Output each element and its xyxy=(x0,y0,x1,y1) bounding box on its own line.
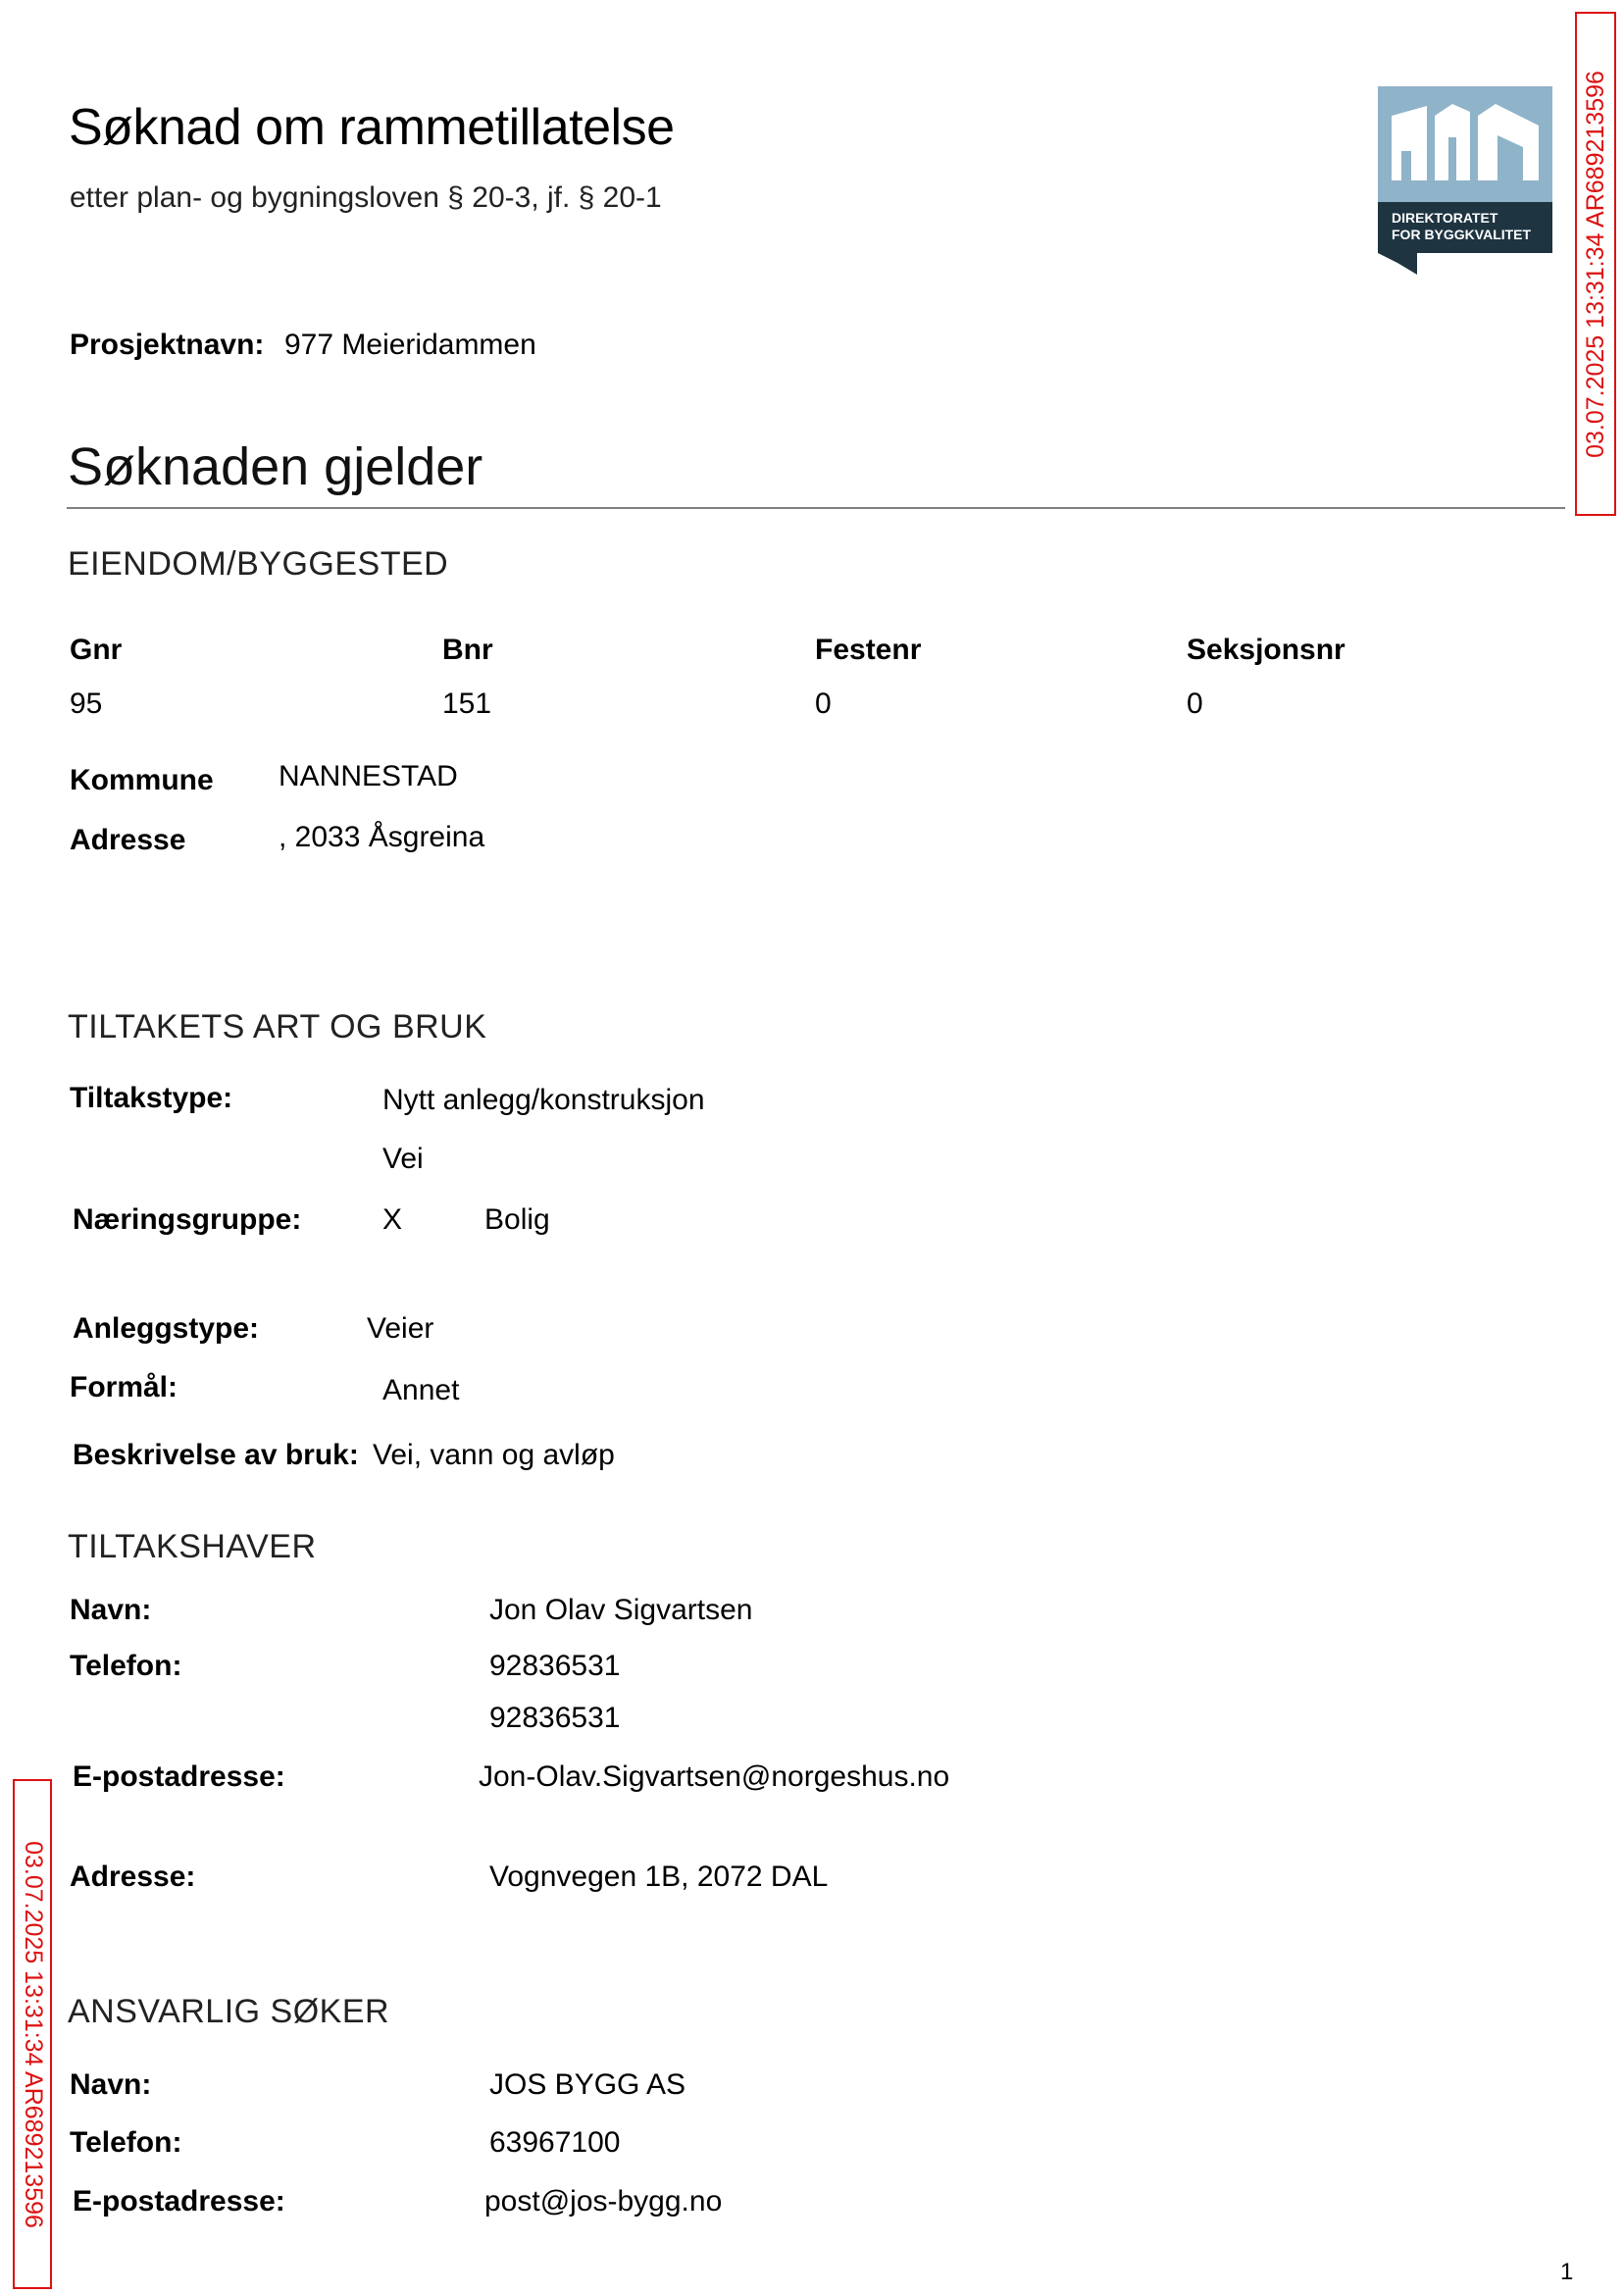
measure-section-heading: TILTAKETS ART OG BRUK xyxy=(68,1008,487,1045)
property-section-heading: EIENDOM/BYGGESTED xyxy=(68,545,449,583)
seksjonsnr-label: Seksjonsnr xyxy=(1187,634,1345,666)
naeringsgruppe-value: Bolig xyxy=(484,1203,550,1236)
document-subtitle: etter plan- og bygningsloven § 20-3, jf. § 20-1 xyxy=(70,181,662,214)
applicant-phone-value: 63967100 xyxy=(489,2126,621,2159)
applicant-email-label: E-postadresse: xyxy=(73,2185,285,2218)
project-name-label: Prosjektnavn: xyxy=(70,329,265,361)
owner-phone-value-2: 92836531 xyxy=(489,1702,621,1734)
applicant-phone-label: Telefon: xyxy=(70,2126,182,2159)
bnr-label: Bnr xyxy=(442,634,493,666)
property-address-label: Adresse xyxy=(70,824,186,856)
owner-section-heading: TILTAKSHAVER xyxy=(68,1528,317,1565)
owner-address-label: Adresse: xyxy=(70,1861,196,1893)
timestamp-stamp-top xyxy=(1575,12,1616,516)
formal-label: Formål: xyxy=(70,1371,178,1403)
kommune-label: Kommune xyxy=(70,764,214,796)
bnr-value: 151 xyxy=(442,688,492,720)
applies-heading: Søknaden gjelder xyxy=(68,437,483,496)
tiltakstype-value-1: Nytt anlegg/konstruksjon xyxy=(382,1084,705,1116)
festenr-value: 0 xyxy=(815,688,832,720)
logo-text-line1: DIREKTORATET xyxy=(1392,210,1498,226)
document-title: Søknad om rammetillatelse xyxy=(69,99,675,156)
owner-address-value: Vognvegen 1B, 2072 DAL xyxy=(489,1861,829,1893)
beskrivelse-label: Beskrivelse av bruk: xyxy=(73,1439,359,1471)
festenr-label: Festenr xyxy=(815,634,922,666)
owner-email-value: Jon-Olav.Sigvartsen@norgeshus.no xyxy=(479,1760,950,1793)
logo-text-line2: FOR BYGGKVALITET xyxy=(1392,227,1532,242)
gnr-label: Gnr xyxy=(70,634,123,666)
page-number: 1 xyxy=(1560,2259,1574,2285)
owner-name-value: Jon Olav Sigvartsen xyxy=(489,1594,753,1626)
stamp-text: 03.07.2025 13:31:34 AR689213596 xyxy=(1581,70,1609,458)
heading-divider xyxy=(67,507,1565,509)
owner-name-label: Navn: xyxy=(70,1594,152,1626)
owner-email-label: E-postadresse: xyxy=(73,1760,285,1793)
project-name-value: 977 Meieridammen xyxy=(284,329,536,361)
tiltakstype-label: Tiltakstype: xyxy=(70,1082,233,1114)
anleggstype-value: Veier xyxy=(367,1312,434,1345)
gnr-value: 95 xyxy=(70,688,103,720)
beskrivelse-value: Vei, vann og avløp xyxy=(373,1439,615,1471)
naeringsgruppe-mark: X xyxy=(382,1203,403,1236)
seksjonsnr-value: 0 xyxy=(1187,688,1203,720)
owner-phone-label: Telefon: xyxy=(70,1650,182,1682)
tiltakstype-value-2: Vei xyxy=(382,1143,424,1175)
property-address-value: , 2033 Åsgreina xyxy=(279,821,485,853)
dibk-logo xyxy=(1378,86,1552,275)
stamp-side-text: 03.07.2025 13:31:34 AR689213596 xyxy=(19,1840,47,2228)
applicant-name-label: Navn: xyxy=(70,2068,152,2101)
formal-value: Annet xyxy=(382,1374,460,1406)
kommune-value: NANNESTAD xyxy=(279,760,458,792)
applicant-section-heading: ANSVARLIG SØKER xyxy=(68,1993,390,2030)
timestamp-stamp-side xyxy=(13,1779,52,2289)
naeringsgruppe-label: Næringsgruppe: xyxy=(73,1203,302,1236)
owner-phone-value-1: 92836531 xyxy=(489,1650,621,1682)
anleggstype-label: Anleggstype: xyxy=(73,1312,260,1345)
applicant-name-value: JOS BYGG AS xyxy=(489,2068,686,2101)
applicant-email-value: post@jos-bygg.no xyxy=(484,2185,723,2218)
